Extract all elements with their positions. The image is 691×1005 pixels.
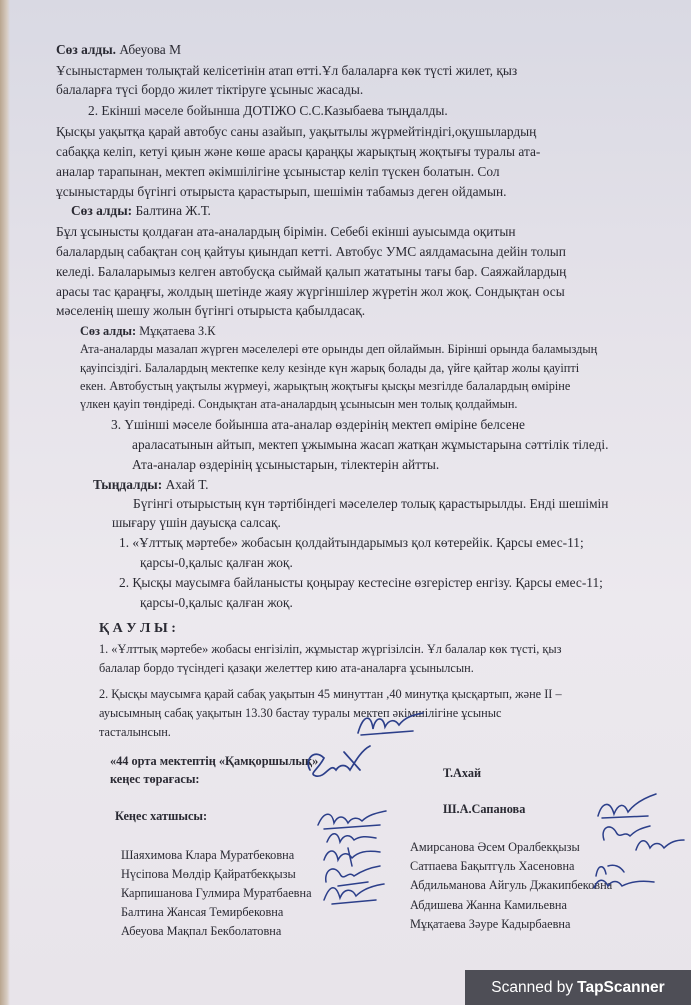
text-line: Ата-аналарды мазалап жүрген мәселелері өте орынды деп ойлаймын. Бірінші орында баламыздың: [80, 342, 598, 356]
decision-item-2: 2. Қысқы маусымға қарай сабақ уақытын 45 минуттан ,40 минутқа қысқартып, және II –: [99, 687, 562, 701]
text-line: балалардың сабақтан соң қайтуы қиындап кетті. Автобус УМС аялдамасына дейін толып: [56, 244, 566, 259]
member-name-left: Нүсіпова Мөлдір Қайратбекқызы: [121, 867, 296, 881]
chair-name: Т.Ахай: [443, 766, 482, 780]
text-line: сабаққа келіп, кетуі қиын және көше арасы қараңқы жарықтың жоқтығы туралы ата-: [56, 144, 541, 159]
scanner-label: Scanned by: [491, 978, 574, 996]
text-line: қарсы-0,қалыс қалған жоқ.: [140, 555, 293, 570]
text-line: екен. Автобустың уақтылы жүрмеуі, жарықтың жоқтығы қысқы мезгілде балалардың өміріне: [80, 379, 571, 393]
speaker-label: Сөз алды.: [56, 42, 116, 57]
speaker-label: Сөз алды:: [71, 203, 133, 218]
text-line: ұсыныстарды бүгінгі отырыста қарастырып, шешімін табамыз деген ойдамын.: [56, 184, 507, 199]
speaker-name: Мұқатаева З.К: [136, 324, 216, 338]
text-line: тасталынсын.: [99, 725, 171, 739]
member-signature: [588, 872, 658, 896]
text-line: араласатынын айтып, мектеп ұжымына жасап жатқан жұмыстарына сәттілік тіледі.: [132, 437, 609, 452]
chair-title-2: кеңес төрағасы:: [110, 772, 200, 786]
secretary-name: Ш.А.Сапанова: [443, 802, 526, 816]
vote-item-2: 2. Қысқы маусымға байланысты қоңырау кестесіне өзгерістер енгізу. Қарсы емес-11;: [119, 575, 603, 590]
member-name-right: Амирсанова Әсем Оралбекқызы: [410, 840, 580, 854]
scanner-watermark: [465, 970, 691, 1005]
member-signature: [318, 876, 390, 908]
text-line: Қысқы уақытқа қарай автобус саны азайып, уақытылы жүрмейтіндігі,оқушылардың: [56, 124, 537, 139]
text-line: Ата-аналар өздерінің ұсыныстарын, тілектерін айтты.: [132, 457, 440, 472]
heard-name: Ахай Т.: [162, 477, 209, 492]
member-name-right: Мұқатаева Зәуре Кадырбаевна: [410, 917, 571, 931]
member-name-right: Абдильманова Айгуль Джакипбековна: [410, 878, 613, 892]
text-line: ауысымның сабақ уақытын 13.30 бастау туралы мектеп әкімшілігіне ұсыныс: [99, 706, 502, 720]
decision-item-1: 1. «Ұлттық мәртебе» жобасы енгізіліп, жұмыстар жүргізілсін. Ұл балалар көк түсті, қыз: [99, 642, 562, 656]
text-line: келеді. Балаларымыз келген автобусқа сыймай қалып жататыны тағы бар. Саяжайлардың: [56, 264, 567, 279]
agenda-item-3: 3. Үшінші мәселе бойынша ата-аналар өздерінің мектеп өміріне белсене: [111, 417, 525, 432]
chair-signature: [353, 705, 428, 743]
text-line: шығару үшін дауысқа салсақ.: [112, 515, 281, 530]
member-name-right: Сатпаева Бақытгүль Хасеновна: [410, 859, 575, 873]
speaker-line-baltina: [71, 202, 211, 220]
scanner-brand: TapScanner: [577, 978, 665, 996]
text-line: мәселенің шешу жолын бүгінгі отырыста қабылдасақ.: [56, 303, 366, 318]
member-name-left: Абеуова Мақпал Бекболатовна: [121, 924, 282, 938]
speaker-line-mukataeva: [80, 322, 215, 340]
vote-item-1: 1. «Ұлттық мәртебе» жобасын қолдайтындарымыз қол көтерейік. Қарсы емес-11;: [119, 535, 584, 550]
text-line: арасы тас қараңғы, жолдың шетінде жаяу жүргіншілер жүретін жол жоқ. Сондықтан осы: [56, 284, 565, 299]
text-line: аналар тарапынан, мектеп әкімшілігіне ұсыныстар келіп түскен болатын. Сол: [56, 164, 500, 179]
speaker-name: Балтина Ж.Т.: [132, 203, 211, 218]
member-signature: [630, 832, 688, 858]
member-name-left: Шаяхимова Клара Муратбековна: [121, 848, 295, 862]
agenda-item-2: 2. Екінші мәселе бойынша ДОТІЖО С.С.Казыбаева тыңдалды.: [88, 103, 448, 118]
page-edge: [0, 0, 10, 1005]
speaker-name: Абеуова М: [116, 42, 181, 57]
text-line: балалар бордо түсіндегі қазақи желеттер кию ата-аналарға ұсынылсын.: [99, 661, 474, 675]
decision-heading: Қ А У Л Ы :: [99, 621, 176, 636]
text-line: Ұсыныстармен толықтай келісетінін атап өтті.Ұл балаларға көк түсті жилет, қыз: [56, 63, 518, 78]
text-line: қарсы-0,қалыс қалған жоқ.: [140, 595, 293, 610]
heard-line: [93, 476, 208, 494]
member-name-left: Балтина Жансая Темирбековна: [121, 905, 284, 919]
member-name-left: Карпишанова Гулмира Муратбаевна: [121, 886, 312, 900]
text-line: үлкен қауіп төндіреді. Сондықтан ата-аналардың ұсынысын мен толық қолдаймын.: [80, 397, 518, 411]
speaker-label: Сөз алды:: [80, 324, 137, 338]
speaker-line-abeuova: [56, 41, 181, 59]
heard-label: Тыңдалды:: [93, 477, 163, 492]
text-line: қауіпсіздігі. Балалардың мектепке келу кезінде күн жарық болады да, үйге қайтар жолы қауіпті: [80, 361, 580, 375]
member-name-right: Абдишева Жанна Камильевна: [410, 898, 567, 912]
secretary-signature: [300, 740, 380, 785]
text-line: Бүгінгі отырыстың күн тәртібіндегі мәселелер толық қарастырылды. Енді шешімін: [133, 496, 609, 511]
text-line: Бұл ұсынысты қолдаған ата-аналардың бірімін. Себебі екінші ауысымда оқитын: [56, 224, 516, 239]
secretary-title: Кеңес хатшысы:: [115, 809, 208, 823]
chair-title: «44 орта мектептің «Қамқоршылық»: [110, 754, 319, 768]
text-line: балаларға түсі бордо жилет тіктіруге ұсыныс жасады.: [56, 82, 364, 97]
